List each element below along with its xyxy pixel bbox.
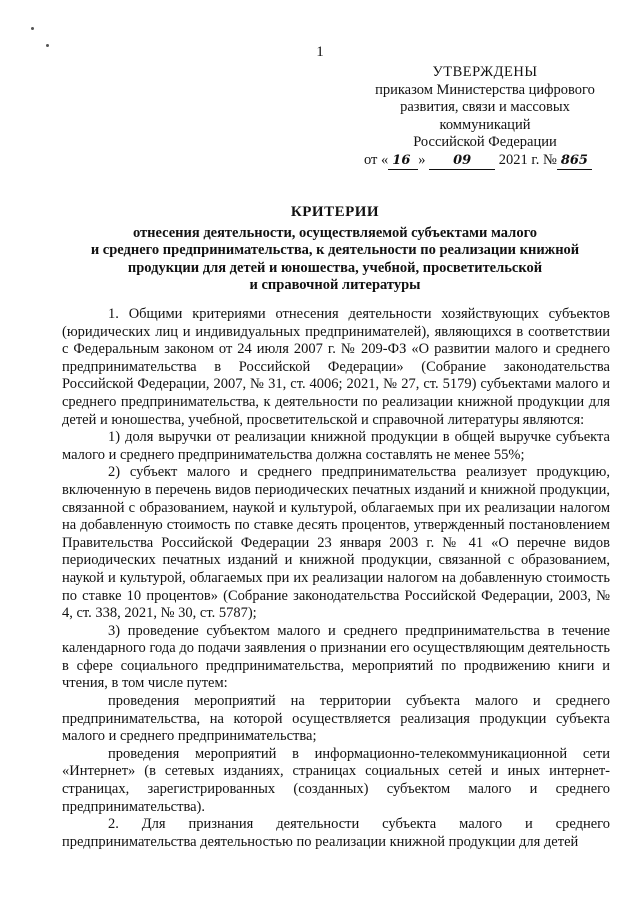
approval-line: коммуникаций: [439, 116, 531, 133]
paragraph: проведения мероприятий на территории субъекта малого и среднего предпринимательства, на которой осуществляется реализация продукции субъекта малого и среднего предпринимательства;: [62, 693, 610, 745]
paragraph: 2) субъект малого и среднего предпринимательства реализует продукцию, включенную в перечень видов периодических печатных изданий и книжной продукции, связанной с образованием, наукой и культурой, облагаемых при их реализации налогом на добавленную стоимость по ставке десять процентов, утвержденный постановлением Правительства Российской Федерации 23 января 2003 г. № 41 «О перечне видов периодических печатных изданий и книжной продукции, связанной с образованием, наукой и культурой, облагаемых при их реализации налогом на добавленную стоимость по ставке 10 процентов» (Собрание законодательства Российской Федерации, 2003, № 4, ст. 338, 2021, № 30, ст. 5787);: [62, 464, 610, 622]
document-body: [62, 306, 610, 851]
paragraph: 1. Общими критериями отнесения деятельности хозяйствующих субъектов (юридических лиц и индивидуальных предпринимателей), являющихся в соответствии с Федеральным законом от 24 июля 2007 г. № 209-ФЗ «О развитии малого и среднего предпринимательства в Российской Федерации» (Собрание законодательства Российской Федерации, 2007, № 31, ст. 4006; 2021, № 27, ст. 5179) субъектами малого и среднего предпринимательства, к деятельности по реализации книжной продукции для детей и юношества, учебной, просветительской и справочной литературы являются:: [62, 306, 610, 428]
paragraph: 2. Для признания деятельности субъекта малого и среднего предпринимательства деятельностью по реализации книжной продукции для детей: [62, 816, 610, 850]
document-title: [60, 204, 610, 295]
doc-number-handwritten: 865: [557, 152, 592, 171]
title-main: КРИТЕРИИ: [290, 204, 380, 220]
title-line: и справочной литературы: [249, 277, 421, 294]
title-line: отнесения деятельности, осуществляемой субъектами малого: [132, 224, 538, 241]
approved-heading: УТВЕРЖДЕНЫ: [432, 64, 538, 80]
date-year: 2021 г. №: [498, 151, 557, 168]
approval-line: Российской Федерации: [413, 134, 557, 150]
date-month-handwritten: 09: [429, 152, 495, 171]
scan-speck: [31, 27, 34, 30]
paragraph: 3) проведение субъектом малого и среднего предпринимательства в течение календарного года до подачи заявления о признании его осуществляющим деятельность в сфере социального предпринимательства, мероприятий по продвижению книги и чтения, в том числе путем:: [62, 622, 610, 692]
approval-date-line: [360, 152, 610, 171]
title-line: продукции для детей и юношества, учебной, просветительской: [127, 259, 543, 276]
approval-stamp-block: [360, 64, 610, 170]
date-prefix: от «: [364, 151, 389, 168]
paragraph: проведения мероприятий в информационно-телекоммуникационной сети «Интернет» (в сетевых изданиях, страницах социальных сетей и иных интернет-страницах, зарегистрированных (созданных) субъектом малого и среднего предпринимательства).: [62, 745, 610, 815]
date-mid: »: [418, 151, 426, 168]
title-line: и среднего предпринимательства, к деятельности по реализации книжной: [90, 242, 580, 259]
paragraph: 1) доля выручки от реализации книжной продукции в общей выручке субъекта малого и среднего предпринимательства должна составлять не менее 55%;: [62, 429, 610, 463]
approval-line: приказом Министерства цифрового: [375, 81, 595, 98]
approval-line: развития, связи и массовых: [400, 99, 570, 115]
page-number: 1: [316, 44, 324, 60]
date-day-handwritten: 16: [388, 152, 418, 171]
